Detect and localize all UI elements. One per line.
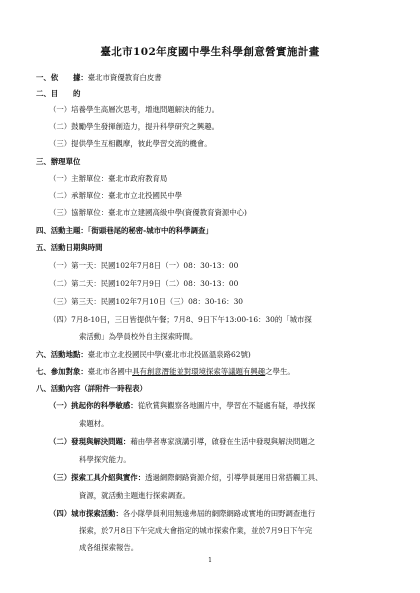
section-location bbox=[36, 350, 251, 360]
content-item-4-line2: 探索，於7月8日下午完成大會指定的城市探索作業，並於7月9日下午完 bbox=[79, 526, 313, 535]
section-basis-text: 臺北市資優教育白皮書 bbox=[87, 73, 162, 82]
content-item-2 bbox=[49, 437, 315, 447]
content-item-label: （四）城市探索活動： bbox=[49, 509, 123, 518]
section-theme-heading: 四、活動主題：「街頭巷尾的秘密-城市中的科學調查」 bbox=[36, 226, 213, 235]
organizer-item: （二）承辦單位：臺北市立北投國民中學 bbox=[49, 191, 183, 200]
document-title: 臺北市102年度國中學生科學創意營實施計畫 bbox=[100, 46, 320, 58]
section-organizers-heading: 三、辦理單位 bbox=[36, 157, 81, 166]
section-purpose-heading: 二、目 的 bbox=[36, 89, 81, 98]
content-item-1 bbox=[49, 401, 315, 411]
content-item-4 bbox=[49, 509, 315, 519]
content-item-label: （三）探索工具介紹與實作： bbox=[49, 473, 146, 482]
purpose-item: （二）鼓勵學生發揮創造力，提升科學研究之興趣。 bbox=[49, 122, 219, 131]
content-item-3-line2: 資源，就活動主題進行探索調查。 bbox=[79, 491, 190, 500]
purpose-item: （三）提供學生互相觀摩，彼此學習交流的機會。 bbox=[49, 139, 212, 148]
content-item-text: 從欣賞與觀察各地圖片中，學習在不疑處有疑，尋找探 bbox=[137, 401, 316, 410]
participants-text-underlined: 具有創意潛能並對環境探索等議題有興趣 bbox=[132, 367, 266, 376]
schedule-item-4-line1: （四）7月8-10日，三日皆提供午餐；7月8、9日下午13:00-16：30的「城市探 bbox=[49, 315, 312, 324]
section-location-heading: 六、活動地點： bbox=[36, 350, 88, 359]
content-item-4-line3: 成各組探索報告。 bbox=[79, 543, 139, 552]
section-content-heading: 八、活動內容（詳附件一時程表） bbox=[36, 384, 147, 393]
section-location-text: 臺北市立北投國民中學(臺北市北投區溫泉路62號) bbox=[87, 350, 251, 359]
section-schedule-heading: 五、活動日期與時間 bbox=[36, 243, 103, 252]
content-item-label: （一）挑起你的科學敏感： bbox=[49, 401, 138, 410]
section-basis-heading: 一、依 據： bbox=[36, 73, 88, 82]
content-item-2-line2: 科學探究能力。 bbox=[79, 455, 131, 464]
participants-text-pre: 臺北市各國中 bbox=[87, 367, 133, 376]
schedule-item-4-line2: 索活動」為學員校外自主探索時間。 bbox=[79, 332, 198, 341]
content-item-text: 各小隊學員利用無遠弗屆的網際網路或實地的田野調查進行 bbox=[122, 509, 316, 518]
schedule-item: （一）第一天：民國102年7月8日（一）08：30-13：00 bbox=[49, 261, 239, 270]
content-item-text: 透過網際網路資源介紹，引導學員運用日常搭觸工具、 bbox=[145, 473, 323, 482]
participants-text-post: 之學生。 bbox=[265, 367, 295, 376]
content-item-label: （二）發現與解決問題： bbox=[49, 437, 131, 446]
organizer-item: （一）主辦單位：臺北市政府教育局 bbox=[49, 174, 168, 183]
section-basis bbox=[36, 73, 162, 83]
content-item-text: 藉由學者專家演講引導，啟發在生活中發現與解決問題之 bbox=[130, 437, 316, 446]
schedule-item: （二）第二天：民國102年7月9日（二）08：30-13：00 bbox=[49, 279, 239, 288]
organizer-item: （三）協辦單位：臺北市立建國高級中學(資優教育資源中心) bbox=[49, 208, 247, 217]
purpose-item: （一）培養學生高層次思考，增進問題解決的能力。 bbox=[49, 105, 219, 114]
page-number: 1 bbox=[208, 557, 212, 564]
schedule-item: （三）第三天：民國102年7月10日（三）08：30-16：30 bbox=[49, 297, 243, 306]
section-participants-heading: 七、參加對象： bbox=[36, 367, 88, 376]
content-item-1-line2: 索題材。 bbox=[79, 419, 109, 428]
content-item-3 bbox=[49, 473, 322, 483]
section-participants bbox=[36, 367, 295, 377]
